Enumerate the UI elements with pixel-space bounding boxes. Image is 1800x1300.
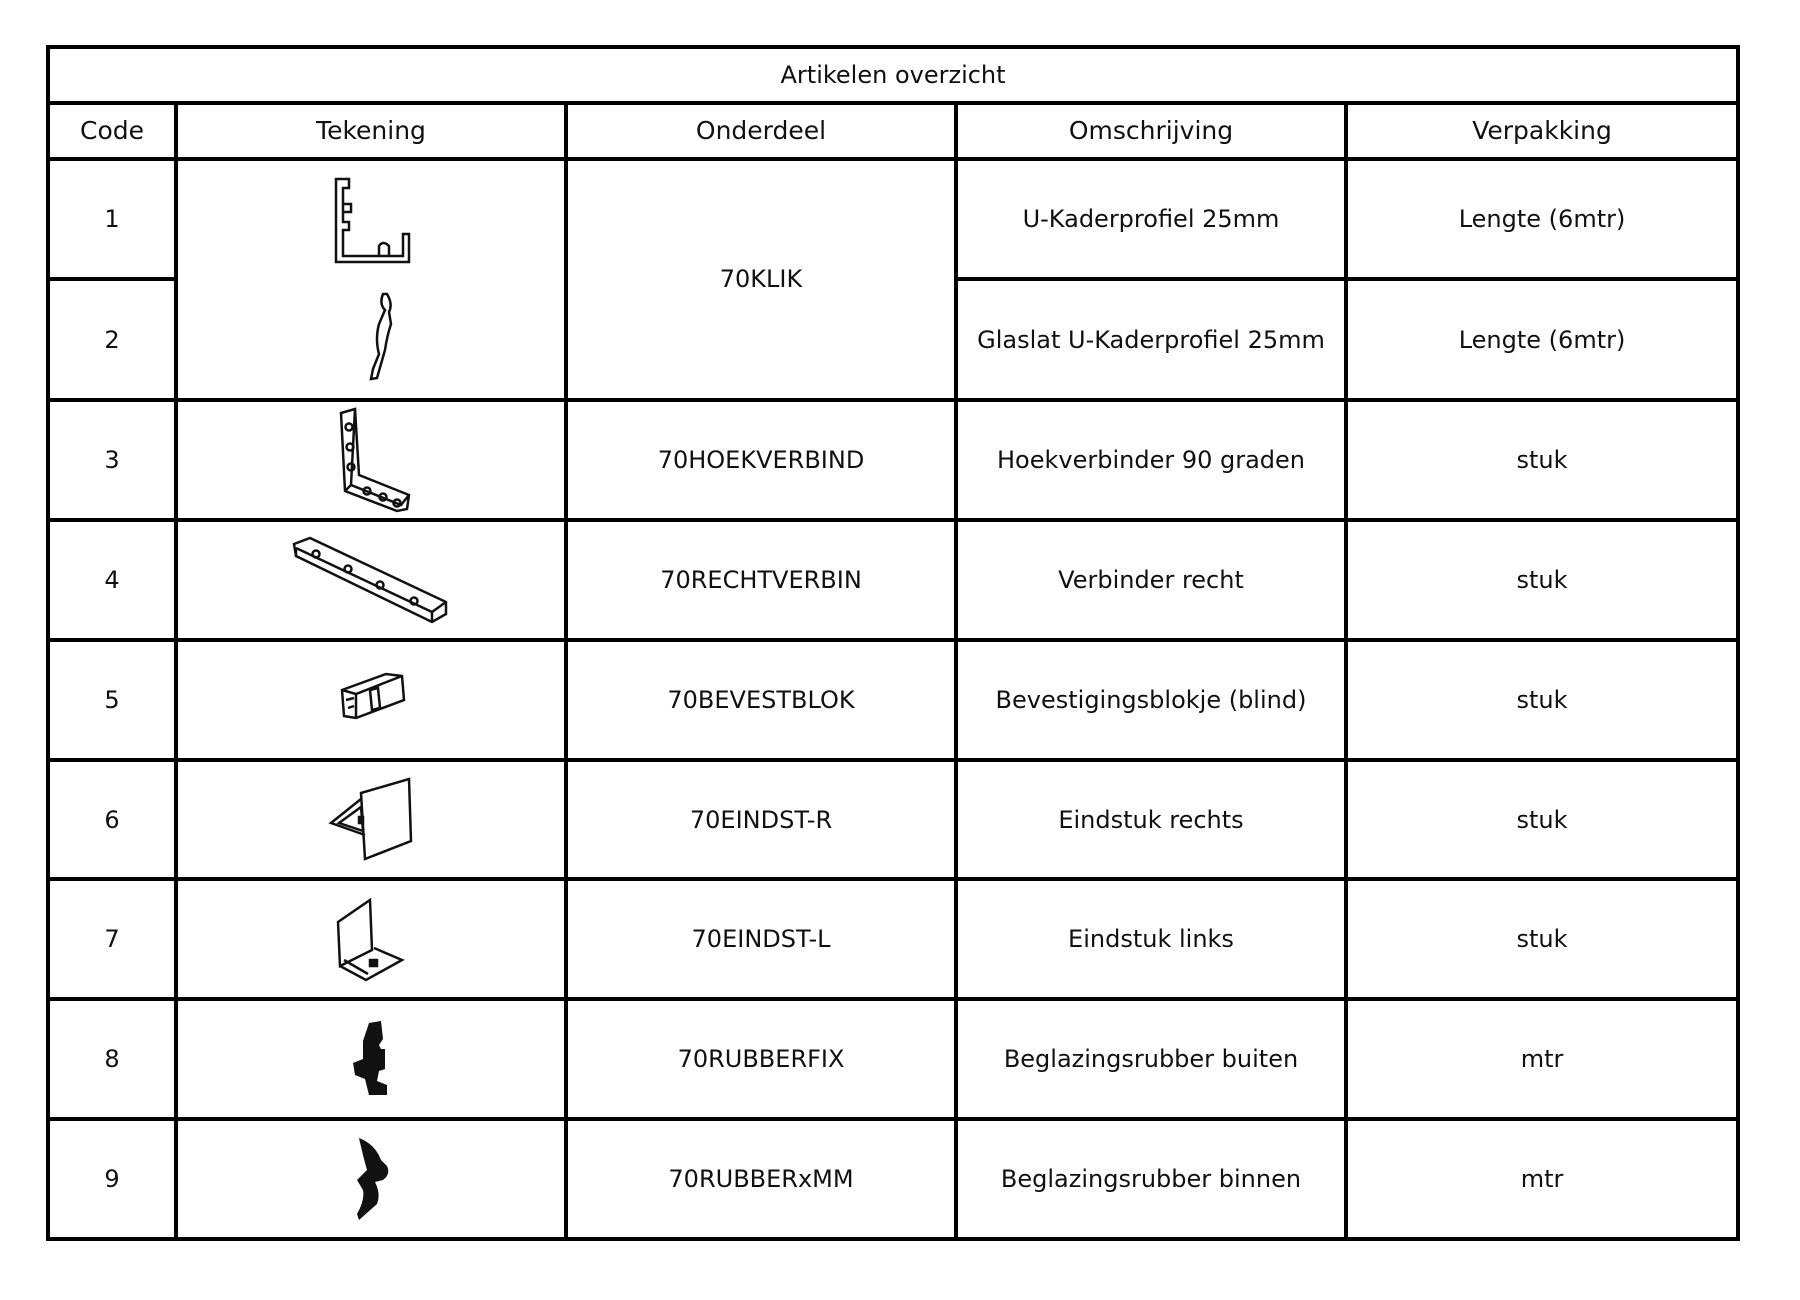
table-row (48, 520, 1738, 640)
header-description: Omschrijving (956, 103, 1346, 159)
cell-packaging: stuk (1346, 520, 1738, 640)
cell-drawing (176, 1119, 566, 1239)
cell-part: 70HOEKVERBIND (566, 400, 956, 520)
header-code: Code (48, 103, 176, 159)
cell-packaging: stuk (1346, 400, 1738, 520)
cell-packaging: stuk (1346, 640, 1738, 760)
cell-drawing (176, 879, 566, 999)
cell-code: 4 (48, 520, 176, 640)
cell-description: Verbinder recht (956, 520, 1346, 640)
rubber-outer-icon (341, 1019, 401, 1099)
cell-packaging: Lengte (6mtr) (1346, 159, 1738, 280)
cell-description: U-Kaderprofiel 25mm (956, 159, 1346, 280)
rubber-inner-icon (341, 1134, 401, 1224)
cell-code: 8 (48, 999, 176, 1119)
cell-packaging: stuk (1346, 879, 1738, 999)
cell-drawing (176, 760, 566, 880)
table-row (48, 760, 1738, 880)
cell-code: 9 (48, 1119, 176, 1239)
cell-description: Beglazingsrubber binnen (956, 1119, 1346, 1239)
end-cap-left-icon (326, 894, 416, 984)
header-packaging: Verpakking (1346, 103, 1738, 159)
cell-description: Beglazingsrubber buiten (956, 999, 1346, 1119)
cell-code: 2 (48, 279, 176, 400)
cell-description: Eindstuk links (956, 879, 1346, 999)
header-drawing: Tekening (176, 103, 566, 159)
cell-packaging: Lengte (6mtr) (1346, 279, 1738, 400)
cell-drawing (176, 159, 566, 401)
cell-description: Glaslat U-Kaderprofiel 25mm (956, 279, 1346, 400)
cell-part: 70RECHTVERBIN (566, 520, 956, 640)
table-row (48, 159, 1738, 280)
cell-code: 3 (48, 400, 176, 520)
table-row (48, 879, 1738, 999)
cell-packaging: stuk (1346, 760, 1738, 880)
cell-code: 6 (48, 760, 176, 880)
cell-packaging: mtr (1346, 1119, 1738, 1239)
table-title-row (48, 47, 1738, 103)
cell-code: 1 (48, 159, 176, 280)
u-frame-profile-icon (301, 164, 441, 394)
cell-drawing (176, 520, 566, 640)
cell-description: Bevestigingsblokje (blind) (956, 640, 1346, 760)
table-row (48, 1119, 1738, 1239)
table-row (48, 640, 1738, 760)
end-cap-right-icon (321, 775, 421, 865)
cell-code: 7 (48, 879, 176, 999)
cell-description: Hoekverbinder 90 graden (956, 400, 1346, 520)
cell-drawing (176, 640, 566, 760)
cell-part: 70EINDST-L (566, 879, 956, 999)
straight-connector-icon (286, 530, 456, 630)
cell-description: Eindstuk rechts (956, 760, 1346, 880)
cell-code: 5 (48, 640, 176, 760)
cell-drawing (176, 999, 566, 1119)
header-part: Onderdeel (566, 103, 956, 159)
cell-drawing (176, 400, 566, 520)
articles-table (46, 45, 1740, 1241)
cell-part: 70KLIK (566, 159, 956, 401)
cell-part: 70RUBBERxMM (566, 1119, 956, 1239)
cell-part: 70EINDST-R (566, 760, 956, 880)
cell-packaging: mtr (1346, 999, 1738, 1119)
table-header-row (48, 103, 1738, 159)
corner-bracket-icon (321, 405, 421, 515)
cell-part: 70BEVESTBLOK (566, 640, 956, 760)
mounting-block-icon (326, 660, 416, 740)
cell-part: 70RUBBERFIX (566, 999, 956, 1119)
table-row (48, 999, 1738, 1119)
table-title: Artikelen overzicht (48, 47, 1738, 103)
table-row (48, 400, 1738, 520)
